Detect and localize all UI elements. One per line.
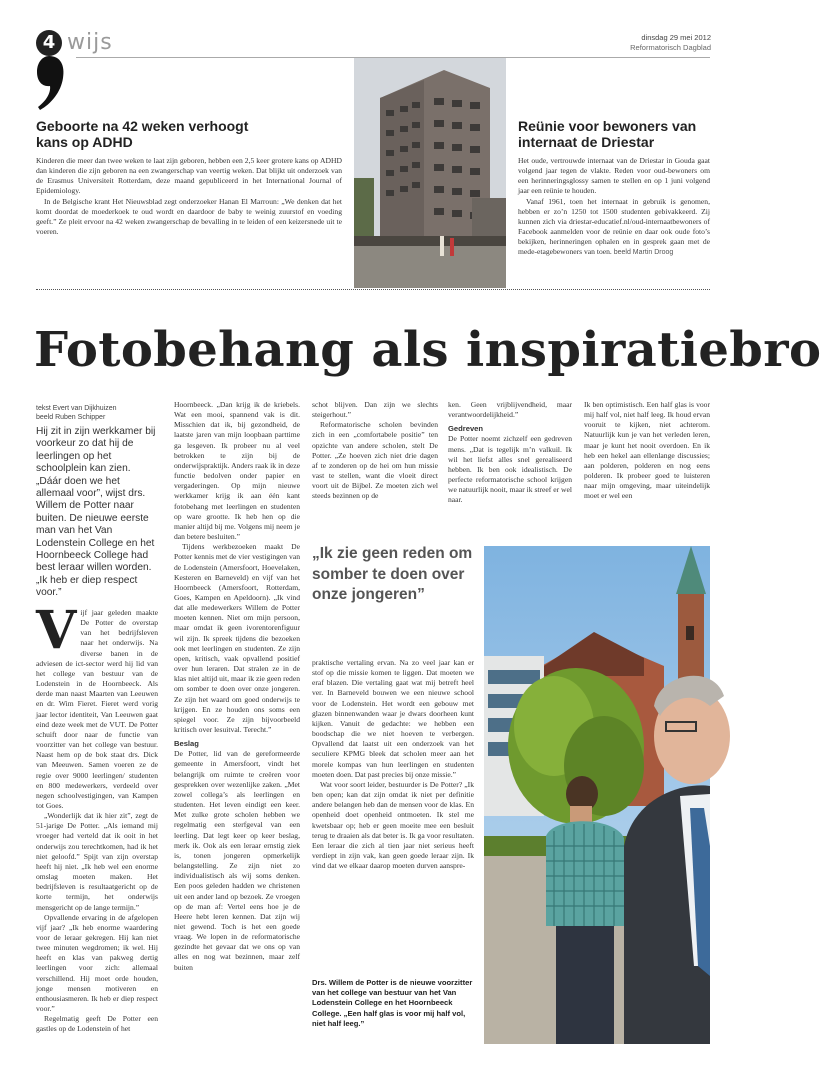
col3-paragraph: Reformatorische scholen bevinden zich in een „comfortabele positie” ten opzichte van andere scholen, stelt De Potter. „Ze hoeven zich niet drie dagen af te zonderen op de hei om hun missie vast te stellen, want die vloeit direct voort uit de Bijbel. Ze moeten zich wel steeds bezinnen op de [312, 420, 438, 501]
drop-cap: V [36, 600, 77, 661]
paper-name: Reformatorisch Dagblad [630, 43, 711, 52]
adhd-paragraph: In de Belgische krant Het Nieuwsblad zegt onderzoeker Hanan El Marroun: „We denken dat het komt doordat de moederkoek te oud wordt en daardoor de baby te weinig zuurstof en voeding geeft.” Ze pleit ervoor na 42 weken zwangerschap de bevalling in te leiden of een keizersnede uit te voeren. [36, 196, 342, 237]
reunie-photo-credit: beeld Martin Droog [613, 249, 674, 257]
intro-text: Hij zit in zijn werkkamer bij voorkeur zo dat hij de leerlingen op het schoolplein kan zien. „Dáár doen we het allemaal voor”, wijst drs. Willem de Potter naar buiten. De nieuwe eerste man van het Van Lodenstein College en het Hoornbeeck College had best leraar willen worden. „Ik heb er diep respect voor.” [36, 426, 156, 599]
photo-caption: Drs. Willem de Potter is de nieuwe voorzitter van het college van bestuur van het Van Lodenstein College en het Hoornbeeck College. „Een half glas is voor mij half vol, niet half leeg.” [312, 978, 473, 1028]
page-number-badge: 4 [36, 30, 62, 56]
col5-paragraph: Ik ben optimistisch. Een half glas is voor mij half vol, niet half leeg. Ik houd ervan vooruit te kijken, niet achterom. Natuurlijk kun je van het verleden leren, maar je kunt het nooit overdoen. En ik heb een hekel aan ellenlange discussies; aan polderen, polderen en nog eens polderen. Ik probeer goed te luisteren naar mijn omgeving, maar uiteindelijk moet er wel een [584, 400, 710, 501]
article-column-3-top [312, 400, 438, 520]
reunie-article [518, 118, 710, 306]
byline-photographer: beeld Ruben Schipper [36, 414, 106, 421]
col1-paragraph: Vijf jaar geleden maakte De Potter de overstap van het bedrijfsleven naar het onderwijs. Na diverse banen in de adviesen de ict-sector werd hij lid van het college van bestuur van de Lodenstein in de Hoornbeeck. Als derde man naast Maarten van Leeuwen en dr. Wim Fieret. Fieret werd vorig jaar lector identiteit, Van Leeuwen gaat eind deze week met de VUT. De Potter schuift door naar de functie van voorzitter van het college van bestuur. Naast hem op de bok staat drs. Dick van Meeuwen. Samen voeren ze de regie over 9000 leerlingen/ studenten en 800 medewerkers, verdeeld over negen schoolvestigingen, van Kampen tot Goes. [36, 600, 158, 810]
pull-quote: „Ik zie geen reden om somber te doen over onze jongeren” [312, 545, 473, 603]
article-column-2 [174, 400, 300, 1044]
col3-paragraph: schot blijven. Dan zijn we slechts steigerhout.” [312, 400, 438, 420]
col2-paragraph: Hoornbeeck. „Dan krijg ik de kriebels. Wat een mooi, spannend vak is dit. Misschien dat ik, bij gezondheid, de laatste jaren van mijn loopbaan parttime ga lesgeven. Ik probeer nu al veel betrokken te zijn bij de onderwijspraktijk. Anders raak ik in deze functie bedolven onder papier en vergaderingen. Op mijn nieuwe werkkamer krijg ik aan één kant fotobehang met leerlingen en studenten op ware grootte. Ik heb hen op die manier altijd bij me. Volgens mij neem je dan betere besluiten.” [174, 400, 300, 542]
col3-paragraph: praktische vertaling ervan. Na zo veel jaar kan er stof op die missie komen te liggen. Dat moeten we eraf blazen. Die vertaling gaat wat mij betreft heel ver. In Barneveld bouwen we een nieuwe school voor de Lodenstein. Het wordt een gebouw met glazen binnenwanden waar je dwars doorheen kunt kijken. Vanuit de gedachte: we hebben een boodschap die we niet hoeven te verbergen. Opvallend dat laatst uit een onderzoek van het seculiere KPMG bleek dat scholen meer aan het morele kompas van hun leerlingen en studenten moeten doen. Dat past precies bij onze missie.” [312, 658, 474, 779]
reunie-title: Reünie voor bewoners van internaat de Driestar [518, 118, 697, 150]
adhd-title: Geboorte na 42 weken verhoogt kans op ADHD [36, 118, 249, 150]
col1-paragraph: „Wonderlijk dat ik hier zit”, zegt de 51-jarige De Potter. „Als iemand mij vroeger had verteld dat ik ooit in het onderwijs zou terechtkomen, had ik het niet geloofd.” Spijt van zijn overstap heeft hij niet. „Ik heb wel een enorme omslag moeten maken. Het bedrijfsleven is resultaatgericht op de korte termijn, het onderwijs mensgericht op de lange termijn.” [36, 811, 158, 912]
col4-paragraph: ken. Geen vrijblijvendheid, maar verantwoordelijkheid.” [448, 400, 572, 420]
article-column-3-bottom [312, 658, 474, 968]
section-name: wijs [67, 30, 113, 55]
issue-date: dinsdag 29 mei 2012 [641, 33, 711, 42]
comma-ornament [37, 56, 67, 112]
subhead-beslag: Beslag [174, 739, 199, 749]
col4-paragraph: De Potter noemt zichzelf een gedreven mens. „Dat is tegelijk m’n valkuil. Ik wil het liefst alles snel gerealiseerd hebben. Ik ben ook idealistisch. De perfecte reformatorische school krijgen we natuurlijk nooit, maar ik streef er wel naar. [448, 434, 572, 505]
adhd-article [36, 118, 342, 276]
article-column-4-top [448, 400, 572, 520]
byline-author: tekst Evert van Dijkhuizen [36, 405, 117, 412]
col3-paragraph: Wat voor soort leider, bestuurder is De Potter? „Ik ben open; kan dat zijn omdat ik niet per definitie andere belangen heb dan de mensen voor de klas. En openheid doet openheid ontmoeten. Ik stel me kwetsbaar op; heb er geen moeite mee een besluit terug te draaien als dat beter is. Ik ga voor resultaten. Een leraar die zich al tien jaar niet serieus heeft verdiept in zijn vak, kan geen goede leraar zijn. Ik vind dat we elkaar daarop moeten durven aanspre- [312, 779, 474, 871]
main-headline: Fotobehang als inspiratiebro [34, 322, 821, 378]
subhead-gedreven: Gedreven [448, 424, 484, 434]
reunie-paragraph: Vanaf 1961, toen het internaat in gebruik is genomen, hebben er zo’n 1250 tot 1500 studenten gebivakkeerd. Zij kunnen zich via driestar-educatief.nl/oud-internaatbewoners of Facebook aanmelden voor de reünie en daar ook oude foto’s bekijken, herinneringen ophalen en in gesprek gaan met de mede-etagebewoners van toen. beeld Martin Droog [518, 196, 710, 257]
article-column-5-top [584, 400, 710, 520]
col2-paragraph: De Potter, lid van de gereformeerde gemeente in Amersfoort, vindt het belangrijk om ruimte te creëren voor gesprekken over wezenlijke zaken. „Met zowel collega’s als leerlingen en studenten. Het leven eindigt een keer. Met zulke grote scholen hebben we regelmatig een sterfgeval van een leerling. Dat legt keer op keer beslag, merk ik. Ook als een leraar ernstig ziek is, tonen jongeren opmerkelijk belangstelling. Ze zijn niet zo individualistisch als wij soms denken. Een poos geleden hadden we christenen uit een ander land op bezoek. Ze vroegen op de man af: Vertel eens hoe je de Heere hebt leren kennen. Dat zijn wij niet gewend. Toch is het een goede vraag. We lopen in de reformatorische gezindte het gevaar dat we ons op van alles en nog wat bezinnen, maar zelf buiten [174, 749, 300, 972]
de-potter-photo [484, 546, 710, 1044]
article-column-1 [36, 600, 158, 1044]
col1-paragraph: Regelmatig geeft De Potter een gastles op de Lodenstein of het [36, 1014, 158, 1034]
col2-paragraph: Tijdens werkbezoeken maakt De Potter kennis met de vier vestigingen van de Lodenstein (Amersfoort, Hoevelaken, Kesteren en Barneveld) en vijf van het Hoornbeeck (Amersfoort, Rotterdam, Goes, Kampen en Apeldoorn). „Ik vind dat alle medewerkers Willem de Potter moeten kennen. Niet om mijn persoon, maar omdat ik geen ivorentorenfiguur wil zijn. Ik spreek tijdens die bezoeken ook met leerlingen en studenten. Ze zijn open, kritisch, vaak opvallend positief over hun leraren. Dat stralen ze in de klas niet altijd uit, maar ik zie geen reden om somber te doen over onze jongeren. Ze zijn het waard om goed onderwijs te krijgen. En ze houden ons soms een spiegel voor. Ze zijn bijvoorbeeld kritisch over lesuitval. Terecht.” [174, 542, 300, 734]
section-divider [36, 289, 710, 290]
byline [36, 404, 156, 422]
adhd-paragraph: Kinderen die meer dan twee weken te laat zijn geboren, hebben een 2,5 keer grotere kans op ADHD dan kinderen die zijn geboren na een zwangerschap van veertig weken. Dat blijkt uit onderzoek van de Erasmus Universiteit Rotterdam, deze maand gepubliceerd in het International Journal of Epidemiology. [36, 156, 342, 196]
driestar-building-photo [354, 58, 506, 288]
reunie-paragraph: Het oude, vertrouwde internaat van de Driestar in Gouda gaat volgend jaar tegen de vlakte. Reden voor oud-bewoners om een herinneringsglossy samen te stellen en op 1 juni volgend jaar een reünie te houden. [518, 156, 710, 196]
col1-paragraph: Opvallende ervaring in de afgelopen vijf jaar? „Ik heb enorme waardering voor de leraar gekregen. Hij kan niet twee minuten wegdromen; ik wel. Hij heeft en klas van pakweg dertig leerlingen voor zich: allemaal verschillend. Hij moet orde houden, jonge mensen motiveren en enthousiasmeren. Ik heb er diep respect voor.” [36, 912, 158, 1014]
